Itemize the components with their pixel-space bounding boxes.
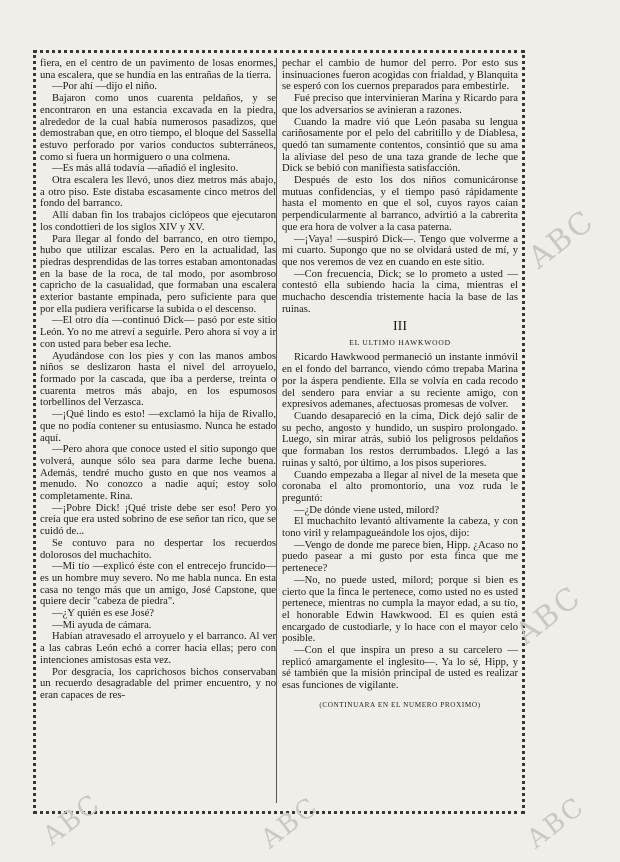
- paragraph: —¡Qué lindo es esto! —exclamó la hija de Rivallo, que no podía contener su entusiasmo. Nunca he estado aquí.: [40, 409, 276, 444]
- column-divider: [276, 58, 277, 803]
- right-column-top-text: [282, 58, 518, 315]
- paragraph: —¡Vaya! —suspiró Dick—. Tengo que volverme a mi cuarto. Supongo que no se olvidará usted de mí, y que nos veremos de vez en cuando en este sitio.: [282, 233, 518, 268]
- paragraph: —Mi tío —explicó éste con el entrecejo fruncido— es un hombre muy severo. No me habla nunca. En esta casa no tengo más que un amigo, José Capstone, que quiere decir "cabeza de piedra".: [40, 561, 276, 608]
- paragraph: Por desgracia, los caprichosos bichos conservaban un recuerdo desagradable del primer encuentro, y no eran capaces de res-: [40, 666, 276, 701]
- section-title: EL ULTIMO HAWKWOOD: [349, 338, 451, 348]
- paragraph: —No, no puede usted, milord; porque si bien es cierto que la finca le pertenece, como usted no es usted pertenece, mientras no cumpla la mayor edad, a su tío, el honorable Edwin Hawkwood. El es quien está encargado de custodiarle, y lo hace con el mayor celo posible.: [282, 574, 518, 645]
- left-column: [40, 58, 276, 803]
- paragraph: —Por ahí —dijo el niño.: [52, 81, 158, 93]
- paragraph: Cuando desapareció en la cima, Dick dejó salir de su pecho, angosto y hundido, un suspiro prolongado. Luego, sin mirar atrás, subió los peligrosos peldaños que formaban los restos derrumbados. Llegó a las ruinas y saltó, por último, a los pisos superiores.: [282, 410, 518, 469]
- paragraph: fiera, en el centro de un pavimento de losas enormes, una escalera, que se hundía en las entrañas de la tierra.: [40, 58, 276, 81]
- paragraph: Bajaron como unos cuarenta peldaños, y se encontraron en una estancia excavada en la piedra, alrededor de la cual había numerosos pasadizos, que demostraban que, en otro tiempo, el bloque del Sassella estuvo perforado por varios conductos subterráneos, como si fuera un hormiguero o una colmena.: [40, 93, 276, 163]
- paragraph: El muchachito levantó altivamente la cabeza, y con tono viril y relampagueándole los ojos, dijo:: [282, 516, 518, 540]
- abc-watermark: ABC: [255, 791, 325, 855]
- right-column-bottom-text: [282, 352, 518, 691]
- section-number: III: [393, 319, 407, 335]
- paragraph: Para llegar al fondo del barranco, en otro tiempo, hubo que utilizar escalas. Pero en la actualidad, las piedras desprendidas de las torres estaban amontonadas en la base de la roca, de tal modo, por asombroso capricho de la casualidad, que formaban una escalera exterior bastante empinada, pero suficiente para que por ella pudiera verificarse la subida o el descenso.: [40, 233, 276, 315]
- paragraph: Cuando la madre vió que León pasaba su lengua cariñosamente por el pelo del cabritillo y de Diablesa, quedó tan sumamente contentos, consintió que su ama la aliviase del peso de una taza grande de leche que Dick se bebió con manifiesta satisfacción.: [282, 116, 518, 175]
- paragraph: pechar el cambio de humor del perro. Por esto sus insinuaciones fueron acogidas con frialdad, y Blanquita se esperó con los cuernos preparados para embestirle.: [282, 58, 518, 93]
- paragraph: Ricardo Hawkwood permaneció un instante inmóvil en el fondo del barranco, viendo cómo trepaba Marina por la áspera pendiente. Ella se volvía en cada recodo del sendero para enviar a su reciente amigo, con expresivos ademanes, afectuosas promesas de volver.: [282, 352, 518, 411]
- paragraph: Después de esto los dos niños comunicáronse mutuas confidencias, y el tiempo pasó rápidamente hasta el momento en que el sol, cuyos rayos caían perpendicularmente al barranco, advirtió a la cabrerita que era hora de volver a la casa paterna.: [282, 175, 518, 233]
- abc-watermark: ABC: [37, 788, 107, 852]
- paragraph: —¡Pobre Dick! ¡Qué triste debe ser eso! Pero yo creía que era usted sobrino de ese señor tan rico, que se cuidó de...: [40, 502, 276, 538]
- paragraph: —¿De dónde viene usted, milord?: [294, 504, 440, 516]
- paragraph: —Con el que inspira un preso a su carcelero —replicó amargamente el inglesito—. Ya lo sé, Hipp, y sé también que la misión principal de usted es realizar esas funciones de vigilante.: [282, 645, 518, 692]
- paragraph: —Con frecuencia, Dick; se lo prometo a usted —contestó ella subiendo hacia la cima, mientras el muchacho descendía tristemente hacia la base de las ruinas.: [282, 268, 518, 315]
- paragraph: Allí daban fin los trabajos ciclópeos que ejecutaron los condottieri de los siglos XIV y XV.: [40, 210, 276, 233]
- paragraph: —Es más allá todavía —añadió el inglesito.: [52, 163, 239, 175]
- paragraph: Se contuvo para no despertar los recuerdos dolorosos del muchachito.: [40, 537, 276, 561]
- paragraph: Fué preciso que intervinieran Marina y Ricardo para que los adversarios se avinieran a razones.: [282, 93, 518, 116]
- abc-watermark: ABC: [521, 791, 591, 855]
- paragraph: Habían atravesado el arroyuelo y el barranco. Al ver a las cabras León echó a correr hacia ellas; pero con intenciones amistosas esta vez.: [40, 631, 276, 666]
- paragraph: Otra escalera les llevó, unos diez metros más abajo, a otro piso. Este distaba escasamente cinco metros del fondo del barranco.: [40, 175, 276, 210]
- paragraph: Cuando empezaba a llegar al nivel de la meseta que coronaba el alto promontorio, una voz ruda le preguntó:: [282, 469, 518, 504]
- abc-watermark: ABC: [521, 203, 602, 276]
- paragraph: —Pero ahora que conoce usted el sitio supongo que volverá, aunque sólo sea para darme leche buena. Además, tendré mucho gusto en que nos veamos a menudo. No conozco a nadie aquí; estoy solo completamente. Rina.: [40, 444, 276, 503]
- paragraph: —El otro día —continuó Dick— pasó por este sitio León. Yo no me atreví a seguirle. Pero ahora sí voy a ir con usted para beber esa leche.: [40, 315, 276, 350]
- paragraph: Ayudándose con los pies y con las manos ambos niños se deslizaron hasta el nivel del arroyuelo, formado por la cascada, que iba a perderse, treinta o cuarenta metros más abajo, en los espumosos torbellinos del Verzasca.: [40, 350, 276, 409]
- right-column: [282, 58, 518, 803]
- continuation-note: (CONTINUARA EN EL NUMERO PROXIMO): [319, 700, 481, 709]
- paragraph: —Mi ayuda de cámara.: [52, 619, 152, 631]
- abc-watermark: ABC: [508, 579, 589, 652]
- paragraph: —Vengo de donde me parece bien, Hipp. ¿Acaso no puedo pasear a mi gusto por esta finca que me pertenece?: [282, 539, 518, 575]
- paragraph: —¿Y quién es ese José?: [52, 608, 154, 620]
